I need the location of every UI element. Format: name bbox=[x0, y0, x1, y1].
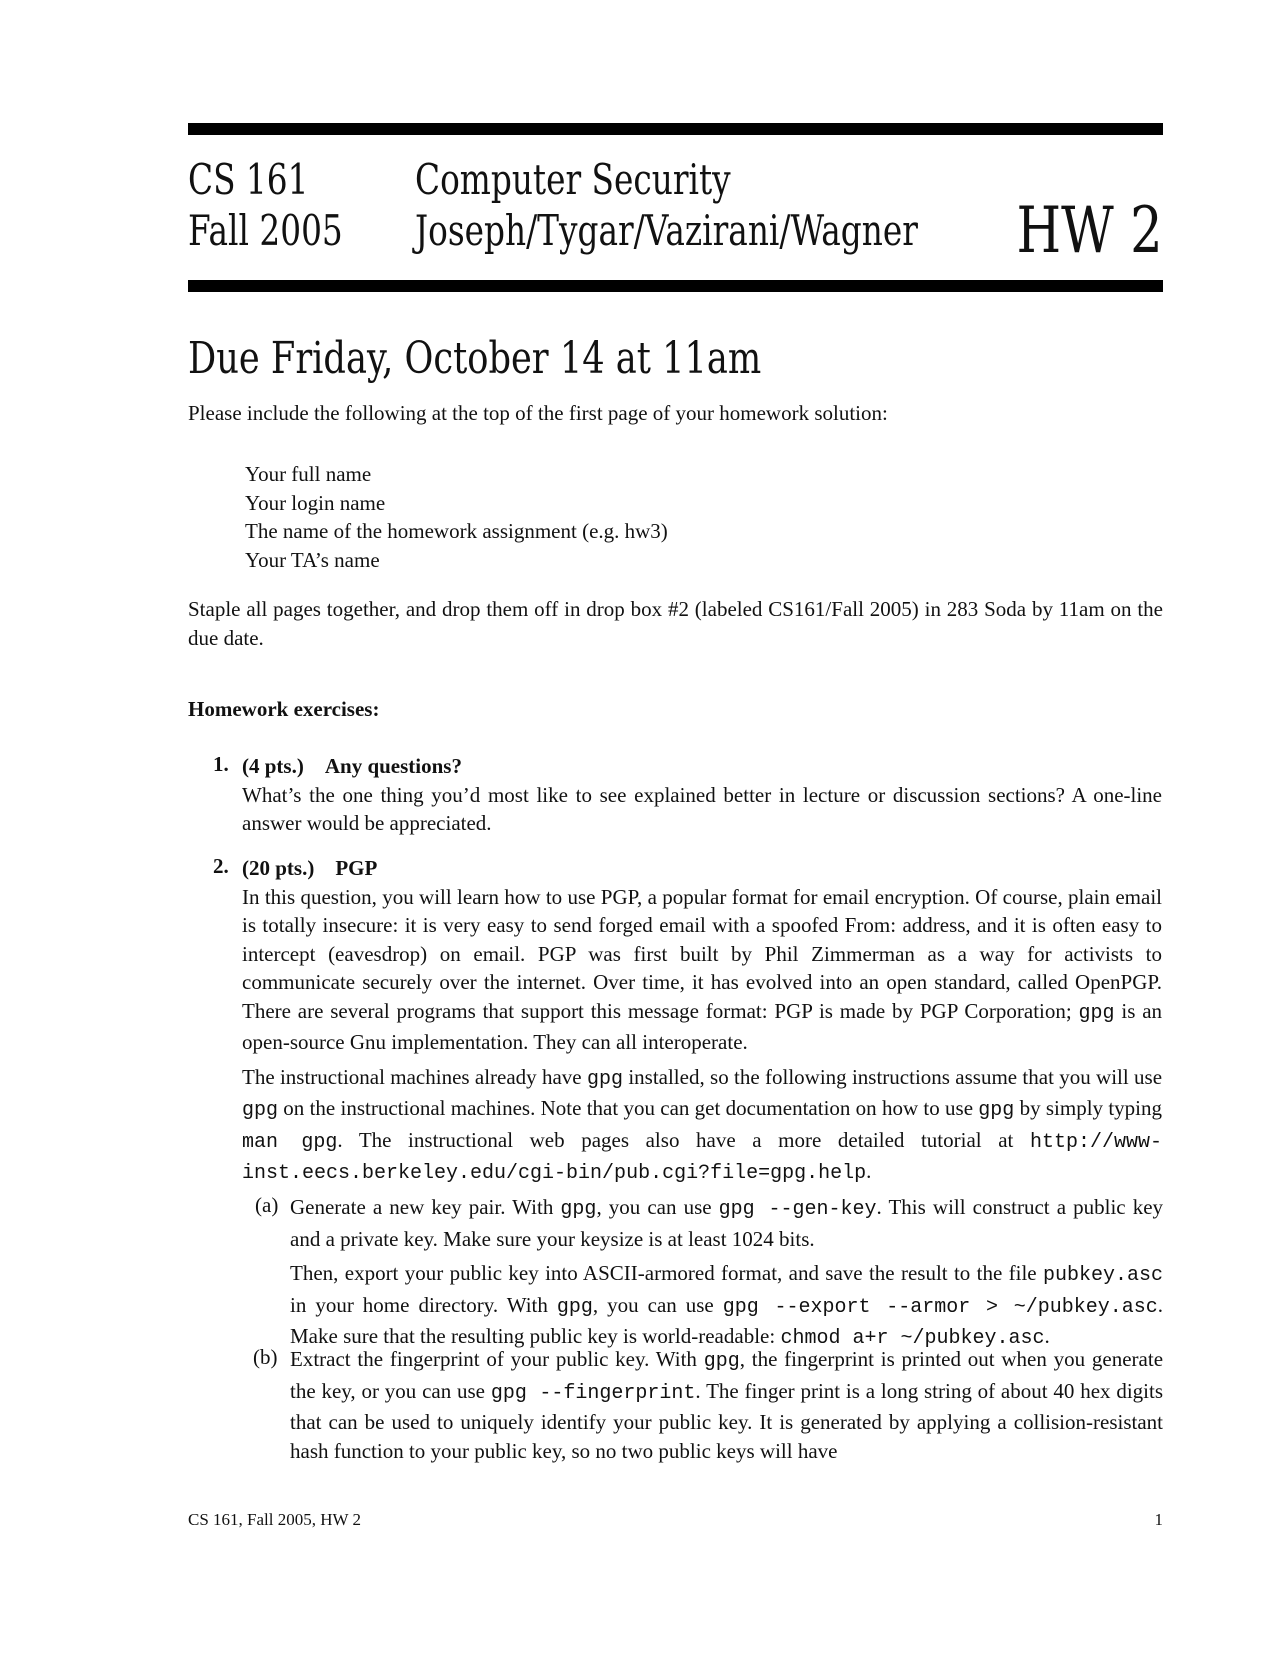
info-item: Your login name bbox=[245, 490, 386, 515]
top-rule bbox=[188, 123, 1163, 135]
q2a-block: Generate a new key pair. With gpg, you can use gpg --gen-key. This will construct a public key and a private key. Make sure your keysize is at least 1024 bits. Then, export your public key into ASCII-armored format, and save the result to the file pubkey.asc in your home directory. With gpg, you can use gpg --export --armor > ~/pubkey.asc. Make sure that the resulting public key is world-readable: chmod a+r ~/pubkey.asc. bbox=[290, 1195, 1164, 1350]
q2-block bbox=[242, 854, 1162, 1189]
info-list bbox=[245, 460, 668, 574]
course-instructors: Joseph/Tygar/Vazirani/Wagner bbox=[415, 206, 918, 255]
course-code: CS 161 bbox=[188, 155, 309, 204]
q1-body: What’s the one thing you’d most like to see explained better in lecture or discussion sections? A one-line answer would be appreciated. bbox=[242, 782, 1162, 835]
due-date-heading: Due Friday, October 14 at 11am bbox=[188, 333, 762, 384]
q2a-label: (a) bbox=[255, 1193, 279, 1217]
info-item: The name of the homework assignment (e.g. hw3) bbox=[245, 519, 668, 543]
footer-left: CS 161, Fall 2005, HW 2 bbox=[188, 1510, 362, 1529]
assignment-label: HW 2 bbox=[1016, 194, 1163, 268]
q2-title: PGP bbox=[335, 856, 378, 880]
q1-title: Any questions? bbox=[324, 754, 462, 778]
gpg-help-url[interactable]: http://www-inst.eecs.berkeley.edu/cgi-bin/pub.cgi?file=gpg.help bbox=[242, 1130, 1162, 1185]
page-number: 1 bbox=[1154, 1510, 1163, 1529]
intro-text: Please include the following at the top of the first page of your homework solution: bbox=[188, 401, 888, 425]
q2b-block: Extract the fingerprint of your public key. With gpg, the fingerprint is printed out when you generate the key, or you can use gpg --fingerprint. The finger print is a long string of about 40 hex digits that can be used to uniquely identify your public key. It is generated by applying a collision-resistant hash function to your public key, so no two public keys will have bbox=[290, 1347, 1164, 1463]
staple-instructions: Staple all pages together, and drop them off in drop box #2 (labeled CS161/Fall 2005) in 283 Soda by 11am on the due date. bbox=[188, 597, 1163, 650]
course-term: Fall 2005 bbox=[188, 206, 343, 255]
bottom-rule bbox=[188, 280, 1163, 292]
q2-paragraph-1: In this question, you will learn how to use PGP, a popular format for email encryption. Of course, plain email is totally insecure: it is very easy to send forged email with a spoofed From: address, and it is often easy to intercept (eavesdrop) on email. PGP was first built by Phil Zimmerman as a way for activists to communicate securely over the internet. Over time, it has evolved into an open standard, called OpenPGP. There are several programs that support this message format: PGP is made by PGP Corporation; gpg is an open-source Gnu implementation. They can all interoperate. bbox=[242, 884, 1163, 1054]
q1-block bbox=[242, 752, 1162, 838]
q1-points: (4 pts.) bbox=[242, 754, 304, 778]
q2-paragraph-2: The instructional machines already have gpg installed, so the following instructions assume that you will use gpg on the instructional machines. Note that you can get documentation on how to use gpg by simply typing man gpg. The instructional web pages also have a more detailed tutorial at http://www-inst.eecs.berkeley.edu/cgi-bin/pub.cgi?file=gpg.help. bbox=[242, 1064, 1163, 1185]
q2-points: (20 pts.) bbox=[242, 856, 315, 880]
course-title: Computer Security bbox=[415, 155, 731, 204]
info-item: Your full name bbox=[245, 462, 372, 486]
q1-number: 1. bbox=[213, 752, 229, 776]
exercises-heading: Homework exercises: bbox=[188, 697, 380, 721]
q2b-label: (b) bbox=[253, 1345, 278, 1369]
q2-number: 2. bbox=[213, 854, 229, 878]
info-item: Your TA’s name bbox=[245, 547, 380, 572]
